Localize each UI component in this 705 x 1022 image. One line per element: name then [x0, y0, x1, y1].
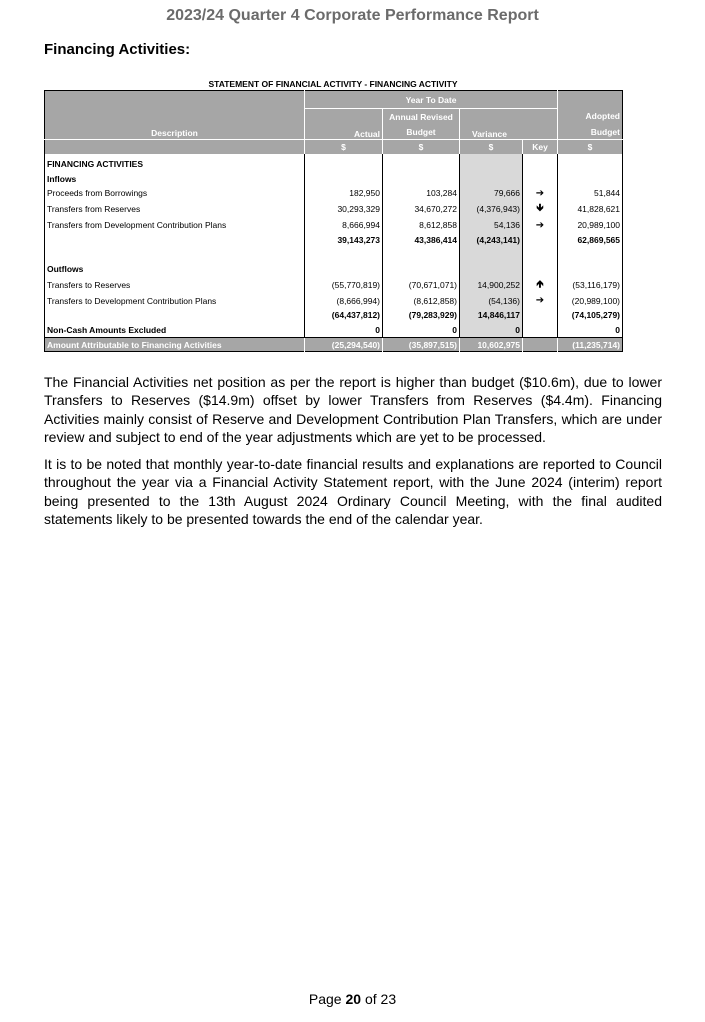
cell-actual: 182,950 [305, 186, 383, 201]
page-label: Page [308, 991, 342, 1007]
header-currency-actual: $ [305, 140, 383, 155]
right-arrow-icon: ➔ [535, 187, 545, 199]
cell-adopted: 0 [558, 323, 623, 338]
cell-budget: (70,671,071) [383, 277, 460, 294]
cell-actual: 39,143,273 [305, 232, 383, 247]
cell-budget: 43,386,414 [383, 232, 460, 247]
table-row-spacer [45, 247, 623, 262]
header-blank [558, 91, 623, 109]
header-variance: Variance [460, 109, 558, 140]
cell-adopted: 20,989,100 [558, 218, 623, 233]
header-currency-adopted: $ [558, 140, 623, 155]
row-label: Transfers from Reserves [45, 201, 305, 218]
cell-budget: 34,670,272 [383, 201, 460, 218]
table-row [45, 277, 623, 294]
cell-budget: (8,612,858) [383, 294, 460, 309]
section-heading: Financing Activities: [44, 41, 191, 58]
cell-variance: 14,900,252 [460, 277, 523, 294]
table-row [45, 172, 623, 187]
table-row [45, 262, 623, 277]
table-row [45, 201, 623, 218]
header-adopted-budget: Budget [558, 124, 623, 140]
cell-actual: (64,437,812) [305, 308, 383, 323]
header-annual-revised: Annual Revised [383, 109, 460, 125]
table-row [45, 154, 623, 172]
cell-variance: 10,602,975 [460, 338, 523, 352]
cell-adopted: 51,844 [558, 186, 623, 201]
header-currency-variance: $ [460, 140, 523, 155]
cell-actual: (8,666,994) [305, 294, 383, 309]
cell-budget: 0 [383, 323, 460, 338]
cell-variance: 14,846,117 [460, 308, 523, 323]
table-row [45, 218, 623, 233]
row-label: FINANCING ACTIVITIES [45, 154, 305, 172]
cell-actual: 8,666,994 [305, 218, 383, 233]
cell-variance: (4,243,141) [460, 232, 523, 247]
row-label: Non-Cash Amounts Excluded [45, 323, 305, 338]
header-budget: Budget [383, 124, 460, 140]
financing-activity-table [44, 90, 623, 352]
row-label: Proceeds from Borrowings [45, 186, 305, 201]
cell-adopted: (53,116,179) [558, 277, 623, 294]
commentary-paragraph: It is to be noted that monthly year-to-date financial results and explanations are reported to Council throughout the year via a Financial Activity Statement report, with the June 2024 (interim) report being presented to the 13th August 2024 Ordinary Council Meeting, with the final audited statements likely to be presented towards the end of the calendar year. [44, 456, 662, 527]
header-adopted: Adopted [558, 109, 623, 125]
page-number: 20 [345, 991, 362, 1007]
row-label: Inflows [45, 172, 305, 187]
cell-budget: 8,612,858 [383, 218, 460, 233]
table-row [45, 186, 623, 201]
report-title: 2023/24 Quarter 4 Corporate Performance Report [166, 7, 539, 24]
header-description: Description [45, 91, 305, 140]
page-of: of [364, 991, 377, 1007]
header-year-to-date: Year To Date [305, 91, 558, 109]
cell-actual: 0 [305, 323, 383, 338]
page-footer [0, 991, 705, 1007]
cell-adopted: (11,235,714) [558, 338, 623, 352]
cell-actual: (25,294,540) [305, 338, 383, 352]
cell-variance: (54,136) [460, 294, 523, 309]
cell-budget: (35,897,515) [383, 338, 460, 352]
cell-budget: 103,284 [383, 186, 460, 201]
right-arrow-icon: ➔ [535, 295, 545, 307]
cell-actual: 30,293,329 [305, 201, 383, 218]
header-currency-budget: $ [383, 140, 460, 155]
down-arrow-icon: 🡻 [536, 202, 544, 214]
cell-adopted: (74,105,279) [558, 308, 623, 323]
up-arrow-icon: 🡹 [536, 278, 544, 290]
row-label: Amount Attributable to Financing Activities [45, 338, 305, 352]
cell-adopted: 62,869,565 [558, 232, 623, 247]
right-arrow-icon: ➔ [535, 219, 545, 231]
cell-variance: 0 [460, 323, 523, 338]
commentary-paragraph: The Financial Activities net position as per the report is higher than budget ($10.6m), due to lower Transfers to Reserves ($14.9m) offset by lower Transfers from Reserves ($4.4m). Financing Activities mainly consist of Reserve and Development Contribution Plan Transfers, which are under review and subject to end of the year adjustments which are yet to be processed. [44, 374, 662, 445]
header-key: Key [523, 140, 558, 155]
table-row [45, 323, 623, 338]
cell-actual: (55,770,819) [305, 277, 383, 294]
cell-variance: 79,666 [460, 186, 523, 201]
table-caption: STATEMENT OF FINANCIAL ACTIVITY - FINANCING ACTIVITY [208, 79, 458, 89]
table-row-subtotal [45, 308, 623, 323]
cell-variance: 54,136 [460, 218, 523, 233]
header-blank-desc [45, 140, 305, 155]
row-label: Outflows [45, 262, 305, 277]
table-row [45, 294, 623, 309]
header-actual: Actual [305, 109, 383, 140]
row-label: Transfers to Reserves [45, 277, 305, 294]
row-label: Transfers to Development Contribution Plans [45, 294, 305, 309]
cell-adopted: 41,828,621 [558, 201, 623, 218]
cell-variance: (4,376,943) [460, 201, 523, 218]
row-label: Transfers from Development Contribution Plans [45, 218, 305, 233]
table-row-total [45, 338, 623, 352]
page-total: 23 [380, 991, 397, 1007]
table-row-subtotal [45, 232, 623, 247]
cell-budget: (79,283,929) [383, 308, 460, 323]
cell-adopted: (20,989,100) [558, 294, 623, 309]
